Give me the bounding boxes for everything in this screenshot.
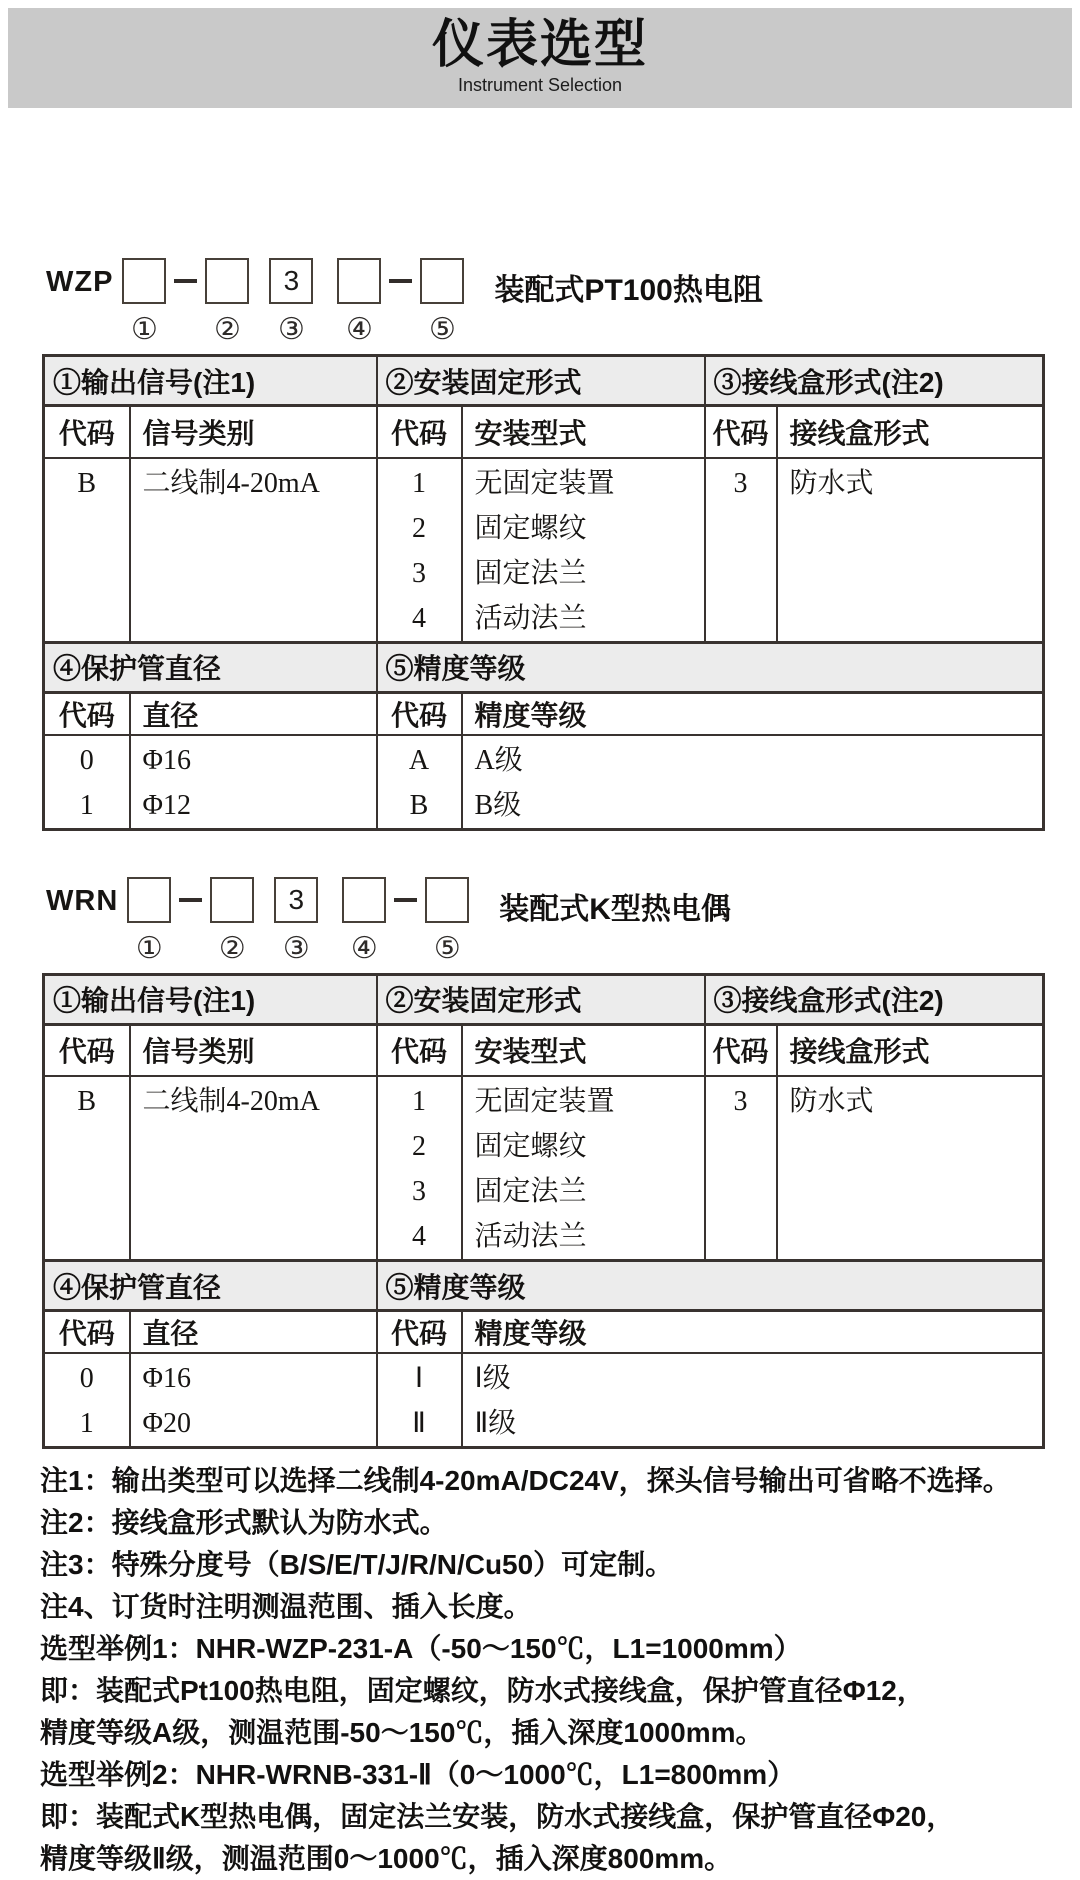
example-1-title: 选型举例1：NHR-WZP-231-A（-50～150℃，L1=1000mm） bbox=[40, 1633, 802, 1664]
cell-signal-labels bbox=[130, 458, 377, 643]
cell-diameter-labels bbox=[130, 735, 377, 830]
label-value: 防水式 bbox=[789, 467, 874, 499]
code-value: 0 bbox=[79, 1363, 94, 1394]
section-title-junction-box: ③接线盒形式(注2) bbox=[705, 356, 1044, 406]
position-circle-3: ③ bbox=[277, 313, 305, 346]
code-value: 3 bbox=[412, 557, 427, 589]
label-value: Ⅰ级 bbox=[474, 1363, 511, 1394]
column-header-diameter: 直径 bbox=[130, 1311, 377, 1354]
cell-signal-codes bbox=[44, 1076, 130, 1261]
label-value: 活动法兰 bbox=[474, 602, 587, 634]
example-1-detail-1: 即：装配式Pt100热电阻，固定螺纹，防水式接线盒，保护管直径Φ12， bbox=[40, 1675, 925, 1706]
label-value: Φ16 bbox=[142, 744, 191, 776]
label-value: 二线制4-20mA bbox=[142, 467, 320, 499]
section-title-mounting: ②安装固定形式 bbox=[377, 974, 705, 1024]
note-4: 注4、订货时注明测温范围、插入长度。 bbox=[40, 1591, 532, 1622]
cell-diameter-codes bbox=[44, 735, 130, 830]
cell-mount-codes bbox=[377, 458, 462, 643]
code-box-3: 3 bbox=[269, 258, 313, 304]
dash-separator bbox=[394, 898, 417, 902]
code-box-3: 3 bbox=[274, 877, 318, 923]
cell-mount-labels bbox=[462, 458, 705, 643]
column-header-code: 代码 bbox=[44, 406, 130, 458]
column-header-code: 代码 bbox=[44, 1024, 130, 1076]
column-header-signal-type: 信号类别 bbox=[130, 1024, 377, 1076]
label-value: 活动法兰 bbox=[474, 1221, 587, 1252]
code-box-1 bbox=[127, 877, 171, 923]
cell-diameter-labels bbox=[130, 1353, 377, 1448]
code-position-2 bbox=[210, 877, 254, 964]
code-box-1 bbox=[122, 258, 166, 304]
code-position-5 bbox=[420, 258, 464, 345]
code-value: B bbox=[77, 467, 97, 499]
column-header-code: 代码 bbox=[44, 692, 130, 735]
page-title: 仪表选型 bbox=[431, 16, 648, 74]
position-circle-4: ④ bbox=[345, 313, 373, 346]
cell-box-codes bbox=[705, 458, 777, 643]
cell-mount-labels bbox=[462, 1076, 705, 1261]
code-box-4 bbox=[342, 877, 386, 923]
model-prefix: WRN bbox=[46, 884, 119, 917]
code-box-2 bbox=[210, 877, 254, 923]
label-value: Ⅱ级 bbox=[474, 1408, 517, 1439]
model-code-row-wrn bbox=[46, 877, 1080, 964]
model-description: 装配式PT100热电阻 bbox=[494, 274, 763, 307]
code-position-1 bbox=[127, 877, 171, 964]
code-value: 2 bbox=[412, 1131, 427, 1162]
column-header-mount-type: 安装型式 bbox=[462, 406, 705, 458]
page-header bbox=[8, 8, 1072, 108]
label-value: A级 bbox=[474, 744, 523, 776]
code-value: 3 bbox=[733, 467, 748, 499]
cell-signal-codes bbox=[44, 458, 130, 643]
cell-accuracy-codes bbox=[377, 1353, 462, 1448]
code-value: 2 bbox=[412, 512, 427, 544]
column-header-box-type: 接线盒形式 bbox=[777, 406, 1044, 458]
label-value: 固定螺纹 bbox=[474, 1131, 587, 1162]
section-title-tube-diameter: ④保护管直径 bbox=[44, 642, 377, 692]
label-value: Φ12 bbox=[142, 789, 191, 821]
code-value: 4 bbox=[412, 602, 427, 634]
column-header-code: 代码 bbox=[705, 1024, 777, 1076]
code-value: B bbox=[409, 789, 429, 821]
cell-box-labels bbox=[777, 1076, 1044, 1261]
label-value: Φ16 bbox=[142, 1363, 191, 1394]
code-box-5 bbox=[420, 258, 464, 304]
code-value: A bbox=[408, 744, 430, 776]
column-header-signal-type: 信号类别 bbox=[130, 406, 377, 458]
code-value: 4 bbox=[412, 1221, 427, 1252]
code-position-5 bbox=[425, 877, 469, 964]
label-value: 固定法兰 bbox=[474, 557, 587, 589]
label-value: 无固定装置 bbox=[474, 467, 615, 499]
column-header-accuracy: 精度等级 bbox=[462, 692, 1044, 735]
code-position-2 bbox=[205, 258, 249, 345]
code-value: 1 bbox=[79, 1408, 94, 1439]
code-value: Ⅱ bbox=[412, 1408, 426, 1439]
model-code-row-wzp bbox=[46, 258, 1080, 345]
label-value: 防水式 bbox=[789, 1086, 874, 1117]
model-block-wzp bbox=[46, 258, 1080, 345]
code-value: 1 bbox=[412, 1086, 427, 1117]
code-value: 3 bbox=[412, 1176, 427, 1207]
label-value: B级 bbox=[474, 789, 522, 821]
note-1: 注1：输出类型可以选择二线制4-20mA/DC24V，探头信号输出可省略不选择。 bbox=[40, 1465, 1011, 1496]
section-title-junction-box: ③接线盒形式(注2) bbox=[705, 974, 1044, 1024]
column-header-code: 代码 bbox=[377, 1311, 462, 1354]
example-2-title: 选型举例2：NHR-WRNB-331-Ⅱ（0～1000℃，L1=800mm） bbox=[40, 1759, 796, 1790]
code-value: B bbox=[77, 1086, 97, 1117]
section-title-output-signal: ①输出信号(注1) bbox=[44, 356, 377, 406]
position-circle-5: ⑤ bbox=[433, 931, 461, 965]
notes-section bbox=[40, 1460, 1080, 1880]
note-2: 注2：接线盒形式默认为防水式。 bbox=[40, 1507, 448, 1538]
model-block-wrn bbox=[46, 877, 1080, 964]
position-circle-3: ③ bbox=[282, 931, 310, 965]
cell-box-labels bbox=[777, 458, 1044, 643]
column-header-code: 代码 bbox=[377, 692, 462, 735]
section-title-accuracy: ⑤精度等级 bbox=[377, 642, 1044, 692]
cell-box-codes bbox=[705, 1076, 777, 1261]
section-title-output-signal: ①输出信号(注1) bbox=[44, 974, 377, 1024]
column-header-box-type: 接线盒形式 bbox=[777, 1024, 1044, 1076]
note-3: 注3：特殊分度号（B/S/E/T/J/R/N/Cu50）可定制。 bbox=[40, 1549, 674, 1580]
dash-separator bbox=[179, 898, 202, 902]
cell-mount-codes bbox=[377, 1076, 462, 1261]
example-2-detail-2: 精度等级Ⅱ级，测温范围0～1000℃，插入深度800mm。 bbox=[40, 1843, 733, 1874]
dash-separator bbox=[174, 279, 197, 283]
cell-signal-labels bbox=[130, 1076, 377, 1261]
code-position-4 bbox=[337, 258, 381, 345]
model-prefix: WZP bbox=[46, 266, 114, 298]
example-2-detail-1: 即：装配式K型热电偶，固定法兰安装，防水式接线盒，保护管直径Φ20， bbox=[40, 1801, 955, 1832]
position-circle-1: ① bbox=[130, 313, 158, 346]
cell-accuracy-codes bbox=[377, 735, 462, 830]
column-header-diameter: 直径 bbox=[130, 692, 377, 735]
position-circle-2: ② bbox=[213, 313, 241, 346]
page-subtitle: Instrument Selection bbox=[457, 75, 623, 96]
code-value: 0 bbox=[79, 744, 94, 776]
position-circle-5: ⑤ bbox=[428, 313, 456, 346]
column-header-code: 代码 bbox=[44, 1311, 130, 1354]
column-header-mount-type: 安装型式 bbox=[462, 1024, 705, 1076]
code-position-3 bbox=[269, 258, 313, 345]
position-circle-4: ④ bbox=[350, 931, 378, 965]
section-title-mounting: ②安装固定形式 bbox=[377, 356, 705, 406]
code-box-2 bbox=[205, 258, 249, 304]
code-position-4 bbox=[342, 877, 386, 964]
label-value: 二线制4-20mA bbox=[142, 1086, 320, 1117]
position-circle-1: ① bbox=[135, 931, 163, 965]
label-value: 无固定装置 bbox=[474, 1086, 615, 1117]
column-header-accuracy: 精度等级 bbox=[462, 1311, 1044, 1354]
code-box-4 bbox=[337, 258, 381, 304]
code-value: 1 bbox=[79, 789, 94, 821]
cell-accuracy-labels bbox=[462, 735, 1044, 830]
label-value: Φ20 bbox=[142, 1408, 191, 1439]
dash-separator bbox=[389, 279, 412, 283]
section-title-tube-diameter: ④保护管直径 bbox=[44, 1261, 377, 1311]
cell-diameter-codes bbox=[44, 1353, 130, 1448]
code-position-3 bbox=[274, 877, 318, 964]
code-position-1 bbox=[122, 258, 166, 345]
column-header-code: 代码 bbox=[705, 406, 777, 458]
code-value: 3 bbox=[733, 1086, 748, 1117]
label-value: 固定螺纹 bbox=[474, 512, 587, 544]
selection-table-wzp bbox=[42, 354, 1045, 831]
column-header-code: 代码 bbox=[377, 406, 462, 458]
position-circle-2: ② bbox=[218, 931, 246, 965]
label-value: 固定法兰 bbox=[474, 1176, 587, 1207]
model-description: 装配式K型热电偶 bbox=[499, 892, 731, 926]
section-title-accuracy: ⑤精度等级 bbox=[377, 1261, 1044, 1311]
code-box-5 bbox=[425, 877, 469, 923]
cell-accuracy-labels bbox=[462, 1353, 1044, 1448]
code-value: 1 bbox=[412, 467, 427, 499]
selection-table-wrn bbox=[42, 973, 1045, 1450]
code-value: Ⅰ bbox=[414, 1363, 424, 1394]
example-1-detail-2: 精度等级A级，测温范围-50～150℃，插入深度1000mm。 bbox=[40, 1717, 764, 1748]
column-header-code: 代码 bbox=[377, 1024, 462, 1076]
